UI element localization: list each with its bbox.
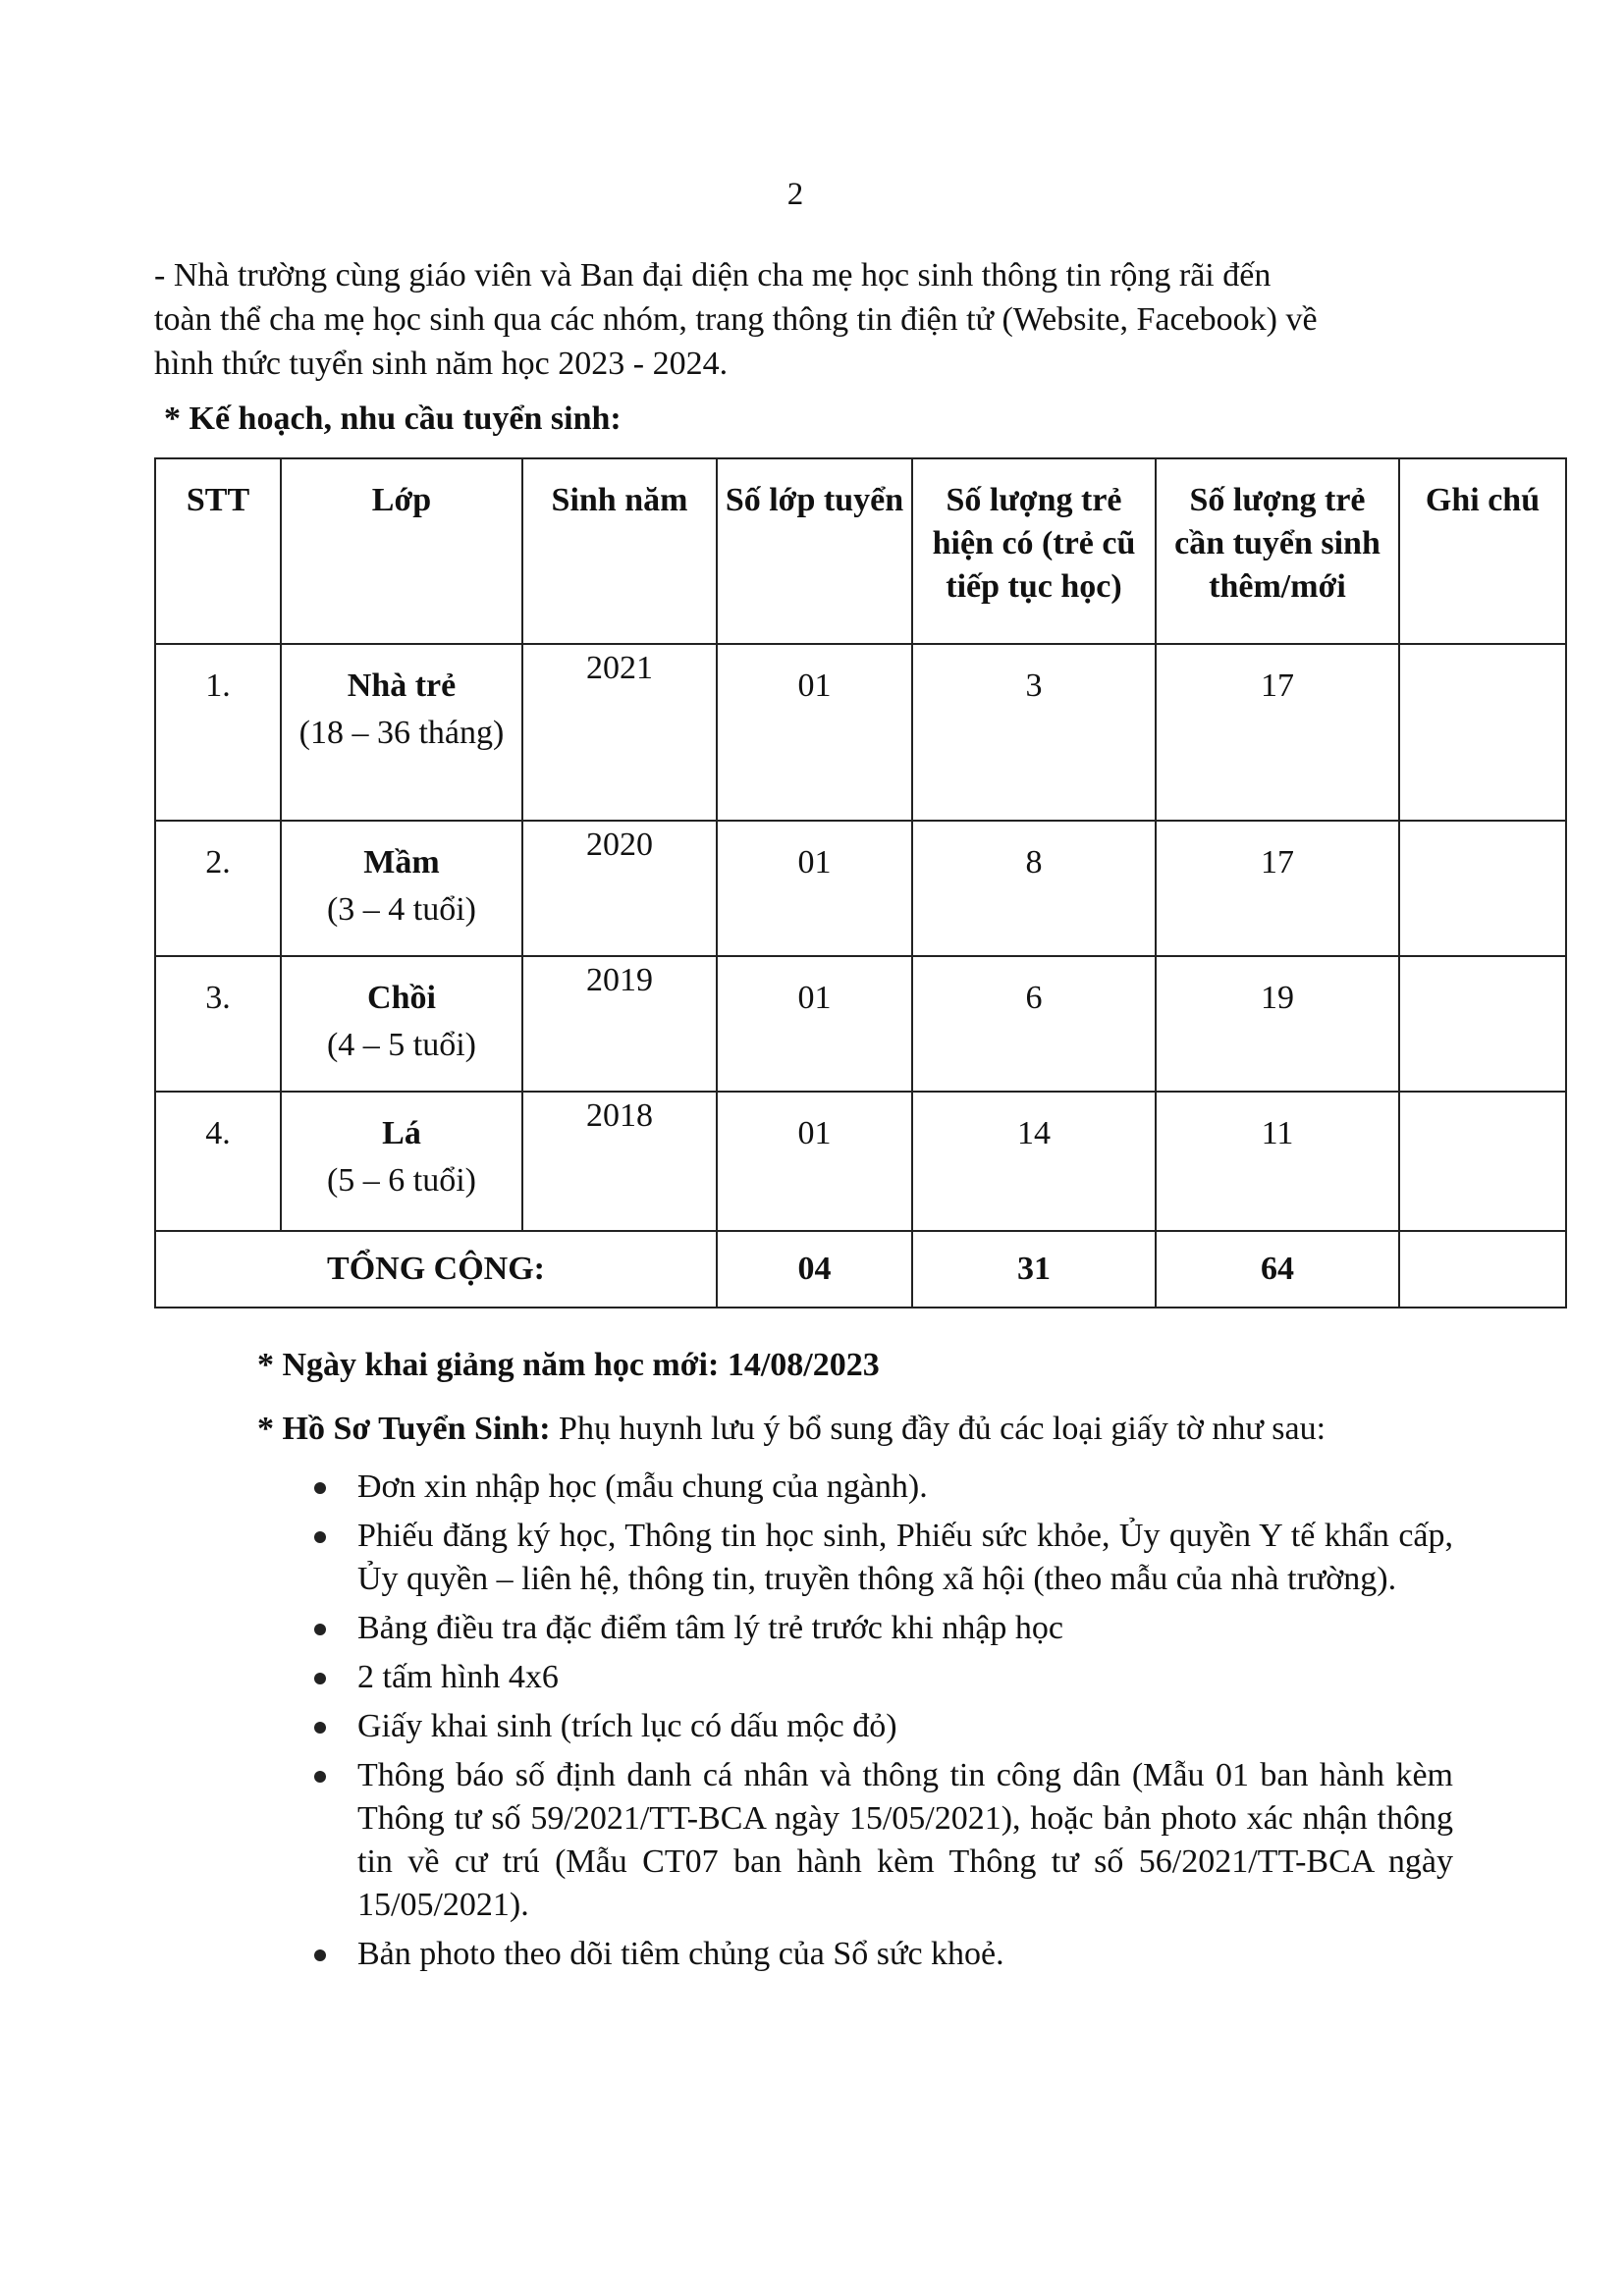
intro-paragraph	[154, 253, 1450, 386]
page-number: 2	[786, 177, 804, 212]
cell-new: 17	[1156, 644, 1399, 821]
cell-class-count: 01	[717, 956, 912, 1092]
cell-class-count: 01	[717, 644, 912, 821]
table-row	[155, 644, 1566, 821]
list-item	[295, 1656, 1453, 1699]
list-item-text: 2 tấm hình 4x6	[357, 1659, 559, 1695]
cell-note	[1399, 821, 1566, 956]
cell-note	[1399, 1092, 1566, 1231]
bullet-icon	[314, 1949, 326, 1961]
header-class: Lớp	[281, 458, 522, 644]
cell-existing: 8	[912, 821, 1156, 956]
list-item-text: Phiếu đăng ký học, Thông tin học sinh, Phiếu sức khỏe, Ủy quyền Y tế khẩn cấp, Ủy quyền – liên hệ, thông tin, truyền thông xã hội (theo mẫu của nhà trường).	[357, 1518, 1453, 1597]
cell-existing: 14	[912, 1092, 1156, 1231]
header-note: Ghi chú	[1399, 458, 1566, 644]
cell-class-count: 01	[717, 821, 912, 956]
table-row	[155, 1092, 1566, 1231]
cell-new: 19	[1156, 956, 1399, 1092]
cell-birth-year: 2021	[522, 644, 717, 821]
bullet-icon	[314, 1771, 326, 1783]
list-item-text: Giấy khai sinh (trích lục có dấu mộc đỏ)	[357, 1708, 897, 1744]
list-item	[295, 1515, 1453, 1601]
cell-note	[1399, 644, 1566, 821]
cell-class	[281, 1092, 522, 1231]
class-name: Chồi	[367, 980, 436, 1016]
total-label: TỔNG CỘNG:	[155, 1231, 717, 1308]
cell-new: 17	[1156, 821, 1399, 956]
bullet-icon	[314, 1673, 326, 1684]
table-header-row	[155, 458, 1566, 644]
list-item	[295, 1933, 1453, 1976]
class-name: Mầm	[363, 844, 440, 881]
cell-existing: 6	[912, 956, 1156, 1092]
docs-heading	[257, 1411, 1485, 1448]
cell-stt: 2.	[155, 821, 281, 956]
class-name: Nhà trẻ	[347, 667, 457, 704]
header-class-count: Số lớp tuyển	[717, 458, 912, 644]
cell-class	[281, 956, 522, 1092]
header-stt: STT	[155, 458, 281, 644]
required-documents-list	[295, 1466, 1453, 1982]
list-item-text: Thông báo số định danh cá nhân và thông tin công dân (Mẫu 01 ban hành kèm Thông tư số 59/2021/TT-BCA ngày 15/05/2021), hoặc bản photo xác nhận thông tin về cư trú (Mẫu CT07 ban hành kèm Thông tư số 56/2021/TT-BCA ngày 15/05/2021).	[357, 1757, 1453, 1923]
table-total-row	[155, 1231, 1566, 1308]
enrollment-plan-table	[154, 457, 1567, 1308]
list-item	[295, 1466, 1453, 1509]
cell-class	[281, 644, 522, 821]
total-new: 64	[1156, 1231, 1399, 1308]
cell-stt: 4.	[155, 1092, 281, 1231]
list-item	[295, 1754, 1453, 1927]
docs-text: Phụ huynh lưu ý bổ sung đầy đủ các loại giấy tờ như sau:	[550, 1411, 1326, 1447]
intro-line: toàn thể cha mẹ học sinh qua các nhóm, trang thông tin điện tử (Website, Facebook) về	[154, 301, 1318, 338]
bullet-icon	[314, 1482, 326, 1494]
cell-existing: 3	[912, 644, 1156, 821]
class-age: (4 – 5 tuổi)	[326, 1027, 477, 1063]
docs-label: * Hồ Sơ Tuyển Sinh:	[257, 1411, 551, 1447]
header-birth-year: Sinh năm	[522, 458, 717, 644]
cell-class	[281, 821, 522, 956]
intro-line: - Nhà trường cùng giáo viên và Ban đại diện cha mẹ học sinh thông tin rộng rãi đến	[154, 257, 1272, 294]
list-item-text: Đơn xin nhập học (mẫu chung của ngành).	[357, 1468, 928, 1505]
intro-line: hình thức tuyển sinh năm học 2023 - 2024.	[154, 346, 729, 382]
class-age: (5 – 6 tuổi)	[326, 1162, 477, 1199]
header-new: Số lượng trẻ cần tuyển sinh thêm/mới	[1156, 458, 1399, 644]
cell-birth-year: 2019	[522, 956, 717, 1092]
table-row	[155, 821, 1566, 956]
class-name: Lá	[382, 1115, 421, 1151]
bullet-icon	[314, 1722, 326, 1734]
total-note	[1399, 1231, 1566, 1308]
total-classes: 04	[717, 1231, 912, 1308]
cell-birth-year: 2020	[522, 821, 717, 956]
table-row	[155, 956, 1566, 1092]
plan-heading: * Kế hoạch, nhu cầu tuyển sinh:	[164, 400, 622, 437]
list-item-text: Bảng điều tra đặc điểm tâm lý trẻ trước khi nhập học	[357, 1610, 1064, 1646]
cell-stt: 1.	[155, 644, 281, 821]
list-item	[295, 1607, 1453, 1650]
class-age: (18 – 36 tháng)	[298, 715, 505, 751]
opening-date: * Ngày khai giảng năm học mới: 14/08/2023	[257, 1347, 880, 1383]
bullet-icon	[314, 1624, 326, 1635]
cell-stt: 3.	[155, 956, 281, 1092]
cell-birth-year: 2018	[522, 1092, 717, 1231]
total-existing: 31	[912, 1231, 1156, 1308]
cell-class-count: 01	[717, 1092, 912, 1231]
cell-note	[1399, 956, 1566, 1092]
list-item	[295, 1705, 1453, 1748]
list-item-text: Bản photo theo dõi tiêm chủng của Sổ sức khoẻ.	[357, 1936, 1004, 1972]
class-age: (3 – 4 tuổi)	[326, 891, 477, 928]
bullet-icon	[314, 1531, 326, 1543]
cell-new: 11	[1156, 1092, 1399, 1231]
header-existing: Số lượng trẻ hiện có (trẻ cũ tiếp tục học)	[912, 458, 1156, 644]
